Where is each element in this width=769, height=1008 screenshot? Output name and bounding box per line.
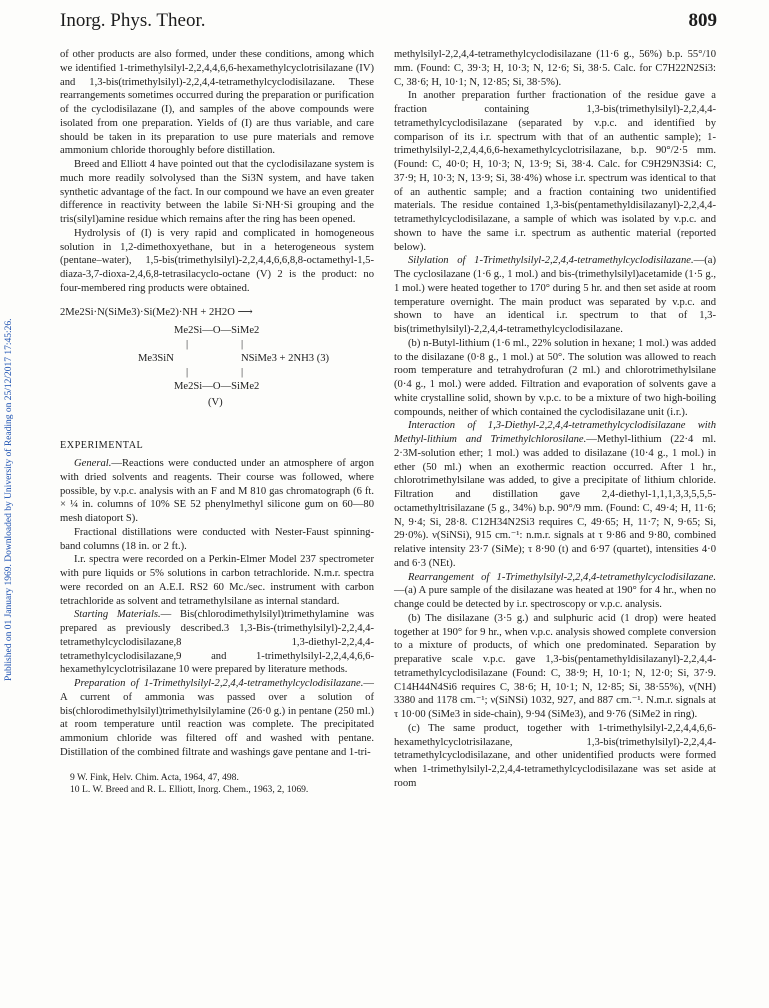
run-in-title: General. (74, 458, 112, 469)
page-number: 809 (688, 10, 717, 31)
left-column (60, 48, 374, 797)
paragraph: of other products are also formed, under these conditions, among which we identified 1-trimethylsilyl-2,2,4,4,6,6-hexamethylcyclotrisilazane (IV) and 1,3-bis(trimethylsilyl)-2,2,4,4-tetramethylcyclodisilazane. These rearrangements sometimes occurred during the preparation or purification of the cyclodisilazane (I), and samples of the above compounds were isolated from one preparation. Yields of (I) are thus variable, and care should be taken in its preparation to use pure materials and remove ammonium chloride thoroughly before distillation. (60, 49, 374, 157)
run-in-title: Silylation of 1-Trimethylsilyl-2,2,4,4-tetramethylcyclodisilazane. (408, 255, 694, 267)
reaction-equation: 2Me2Si·N(SiMe3)·Si(Me2)·NH + 2H2O ⟶ (60, 306, 253, 318)
run-in-title: Preparation of 1-Trimethylsilyl-2,2,4,4-tetramethylcyclodisilazane. (74, 678, 364, 689)
download-watermark[interactable]: Published on 01 January 1969. Downloaded by University of Reading on 25/12/2017 17:45:26. (4, 318, 14, 682)
bond-line: | (241, 367, 244, 379)
paragraph (394, 419, 716, 570)
structure-row: Me2Si—O—SiMe2 (174, 325, 260, 337)
paragraph: In another preparation further fractionation of the residue gave a fraction containing 1,3-bis(trimethylsilyl)-2,2,4,4-tetramethylcyclodisilazane (separated by v.p.c. and identified by comparison of its i.r. spectrum with that of an authentic sample); 1-trimethylsilyl-2,2,4,4,6,6-hexamethylcyclotrisilazane, b.p. 90°/2·5 mm. (Found: C, 40·0; H, 10·3; N, 13·9; Si, 38·4. Calc. for C9H29N3Si4: C, 37·9; H, 10·3; N, 13·9; Si, 38·4%) whose i.r. spectrum was identical to that of an authentic sample; and a fraction containing two unidentified materials. The residue contained 1,3-bis(pentamethyldisilazanyl)-2,2,4,4-tetramethylcyclodisilazane, a sample of which was isolated by v.p.c. and shown to have the same i.r. spectrum as authentic material (reported below). (394, 90, 716, 253)
compound-label: (V) (208, 397, 223, 409)
paragraph (60, 608, 374, 677)
run-in-title: Interaction of 1,3-Diethyl-2,2,4,4-tetramethylcyclodisilazane with Methyl-lithium and Trimethylchlorosilane. (394, 420, 716, 445)
paragraph: (b) n-Butyl-lithium (1·6 ml., 22% solution in hexane; 1 mol.) was added to the disilazane (0·8 g., 1 mol.) at 50°. The solution was allowed to reach room temperature and tetrahydrofuran (2 ml.) and chlorotrimethylsilane (0·4 g., 1 mol.) were added. Filtration and evaporation of solvents gave a white crystalline solid, shown by v.p.c. to be a mixture of two high-boiling compounds, neither of which contained the cyclodisilazane unit (i.r.). (394, 337, 716, 418)
paragraph: I.r. spectra were recorded on a Perkin-Elmer Model 237 spectrometer with pure liquids or 5% solutions in carbon tetrachloride. N.m.r. spectra were recorded on an A.E.I. RS2 60 Mc./sec. instrument with carbon tetrachloride as solvent and tetramethylsilane as internal standard. (60, 554, 374, 607)
journal-title: Inorg. Phys. Theor. (60, 10, 206, 31)
section-heading: EXPERIMENTAL (60, 440, 144, 452)
paragraph: (b) The disilazane (3·5 g.) and sulphuric acid (1 drop) were heated together at 190° for 9 hr., when v.p.c. analysis showed complete conversion to a mixture of products, of which one predominated. Separation by preparative scale v.p.c. gave 1,3-bis(pentamethyldisilazanyl)-2,2,4,4-tetramethylcyclodisilazane (Found: C, 38·9; H, 10·1; N, 12·0; Si, 37·9. C14H44N4Si6 requires C, 38·6; H, 10·1; N, 12·85; Si, 38·55%), ν(NH) 3380 and 1178 cm.⁻¹; ν(SiNSi) 1032, 927, and 887 cm.⁻¹. N.m.r. signals at τ 10·00 (SiMe3 in side-chain), 9·94 (SiMe3), and 9·76 (SiMe2 in ring). (394, 612, 716, 720)
structure-row: NSiMe3 + 2NH3 (3) (241, 353, 330, 365)
run-in-title: Starting Materials. (74, 609, 161, 621)
paragraph: (c) The same product, together with 1-trimethylsilyl-2,2,4,4,6,6-hexamethylcyclotrisilazane, 1,3-bis(trimethylsilyl)-2,2,4,4-tetramethylcyclodisilazane, and other unidentified products were formed when 1-trimethylsilyl-2,2,4,4-tetramethylcyclodisilazane was set aside at room (394, 722, 716, 789)
paragraph: methylsilyl-2,2,4,4-tetramethylcyclodisilazane (11·6 g., 56%) b.p. 55°/10 mm. (Found: C, 39·3; H, 10·3; N, 12·6; Si, 38·5. Calc. for C7H22N2Si3: C, 38·6; H, 10·1; N, 12·85; Si, 38·5%). (394, 49, 716, 88)
footnote: 9 W. Fink, Helv. Chim. Acta, 1964, 47, 498. (70, 771, 239, 783)
paragraph-body: —Methyl-lithium (22·4 ml. 2·3M-solution ether; 1 mol.) was added to disilazane (10·4 g., 1 mol.) in ether (50 ml.) when an exothermic reaction occurred. After 1 hr., chlorotrimethylsilane was added, to give a precipitate of lithium chloride. Filtration and distillation gave 2,4-diethyl-1,1,1,3,3,5,5,5-octamethyltrisilazane (5 g., 34%) b.p. 90°/9 mm. (Found: C, 49·4; H, 11·6; N, 9·4; Si, 28·8. C12H34N2Si3 requires C, 49·65; H, 11·7; N, 9·65; Si, 29·0%). ν(SiNSi), 915 cm.⁻¹: n.m.r. signals at τ 9·86 and 9·80, combined relative intensity 23·7 (SiMe); τ 8·90 (t) and 6·97 (quartet), intensities 4·0 and 6·3 (NEt). (394, 434, 716, 569)
paragraph-body: —A current of ammonia was passed over a solution of bis(chlorodimethylsilyl)trimethylsilylamine (26·0 g.) in pentane (250 ml.) at room temperature until reaction was complete. The precipitated ammonium chloride was filtered off and washed with pentane. Distillation of the combined filtrate and washings gave pentane and 1-tri- (60, 678, 374, 758)
paragraph-body: —(a) The cyclosilazane (1·6 g., 1 mol.) and bis-(trimethylsilyl)acetamide (1·5 g., 1 mol.) were heated together to 170° during 5 hr. and then set aside at room temperature overnight. The main product was separated by v.p.c. and shown to have an identical i.r. spectrum to that of 1,3-bis(trimethylsilyl)-2,2,4,4-tetramethylcyclodisilazane. (394, 255, 716, 335)
run-in-title: Rearrangement of 1-Trimethylsilyl-2,2,4,4-tetramethylcyclodisilazane. (408, 571, 716, 583)
paragraph (60, 677, 374, 760)
paragraph: Fractional distillations were conducted with Nester-Faust spinning-band columns (18 in. or 2 ft.). (60, 526, 374, 552)
paragraph (60, 457, 374, 526)
paragraph-body: —Reactions were conducted under an atmosphere of argon with dried solvents and reagents. Their course was followed, where possible, by v.p.c. analysis with an F and M 810 gas chromatograph (6 ft. × ¼ in. columns of 10% SE 52 phenylmethyl silicone gum on 60—80 mesh diatoport S). (60, 458, 374, 524)
paragraph (394, 571, 716, 612)
paragraph: Hydrolysis of (I) is very rapid and complicated in homogeneous solution in 1,2-dimethoxyethane, but in a heterogeneous system (pentane–water), 1,5-bis(trimethylsilyl)-2,2,4,4,6,6,8,8-octamethyl-1,5-diaza-3,7-dioxa-2,4,6,8-tetrasilacyclo-octane (V) 2 is the product: no four-membered ring products were obtained. (60, 227, 374, 294)
page-header (60, 10, 717, 40)
bond-line: | (186, 367, 189, 379)
structure-row: Me3SiN (138, 353, 174, 365)
paragraph: Breed and Elliott 4 have pointed out that the cyclodisilazane system is much more readily solvolysed than the Si3N system, and have taken synthetic advantage of the fact. In our compound we have an even greater difference in reactivity between the labile Si·NH·Si grouping and the tris(silyl)amine residue which remains after the ring has been opened. (60, 159, 374, 225)
paragraph-body: —(a) A pure sample of the disilazane was heated at 190° for 4 hr., when no change could be detected by i.r. spectroscopy or v.p.c. analysis. (394, 585, 716, 610)
paragraph-body: — Bis(chlorodimethylsilyl)trimethylamine was prepared as previously described.3 1,3-Bis-(trimethylsilyl)-2,2,4,4-tetramethylcyclodisilazane,8 1,3-diethyl-2,2,4,4-tetramethylcyclodisilazane,9 and 1-trimethylsilyl-2,2,4,4,6,6-hexamethylcyclotrisilazane 10 were prepared by literature methods. (60, 609, 374, 676)
footnote: 10 L. W. Breed and R. L. Elliott, Inorg. Chem., 1963, 2, 1069. (70, 784, 309, 795)
footnotes (60, 772, 374, 797)
paragraph (394, 254, 716, 337)
structure-diagram (138, 323, 374, 425)
bond-line: | (186, 339, 189, 351)
bond-line: | (241, 339, 244, 351)
structure-row: Me2Si—O—SiMe2 (174, 381, 260, 393)
right-column (394, 48, 716, 791)
